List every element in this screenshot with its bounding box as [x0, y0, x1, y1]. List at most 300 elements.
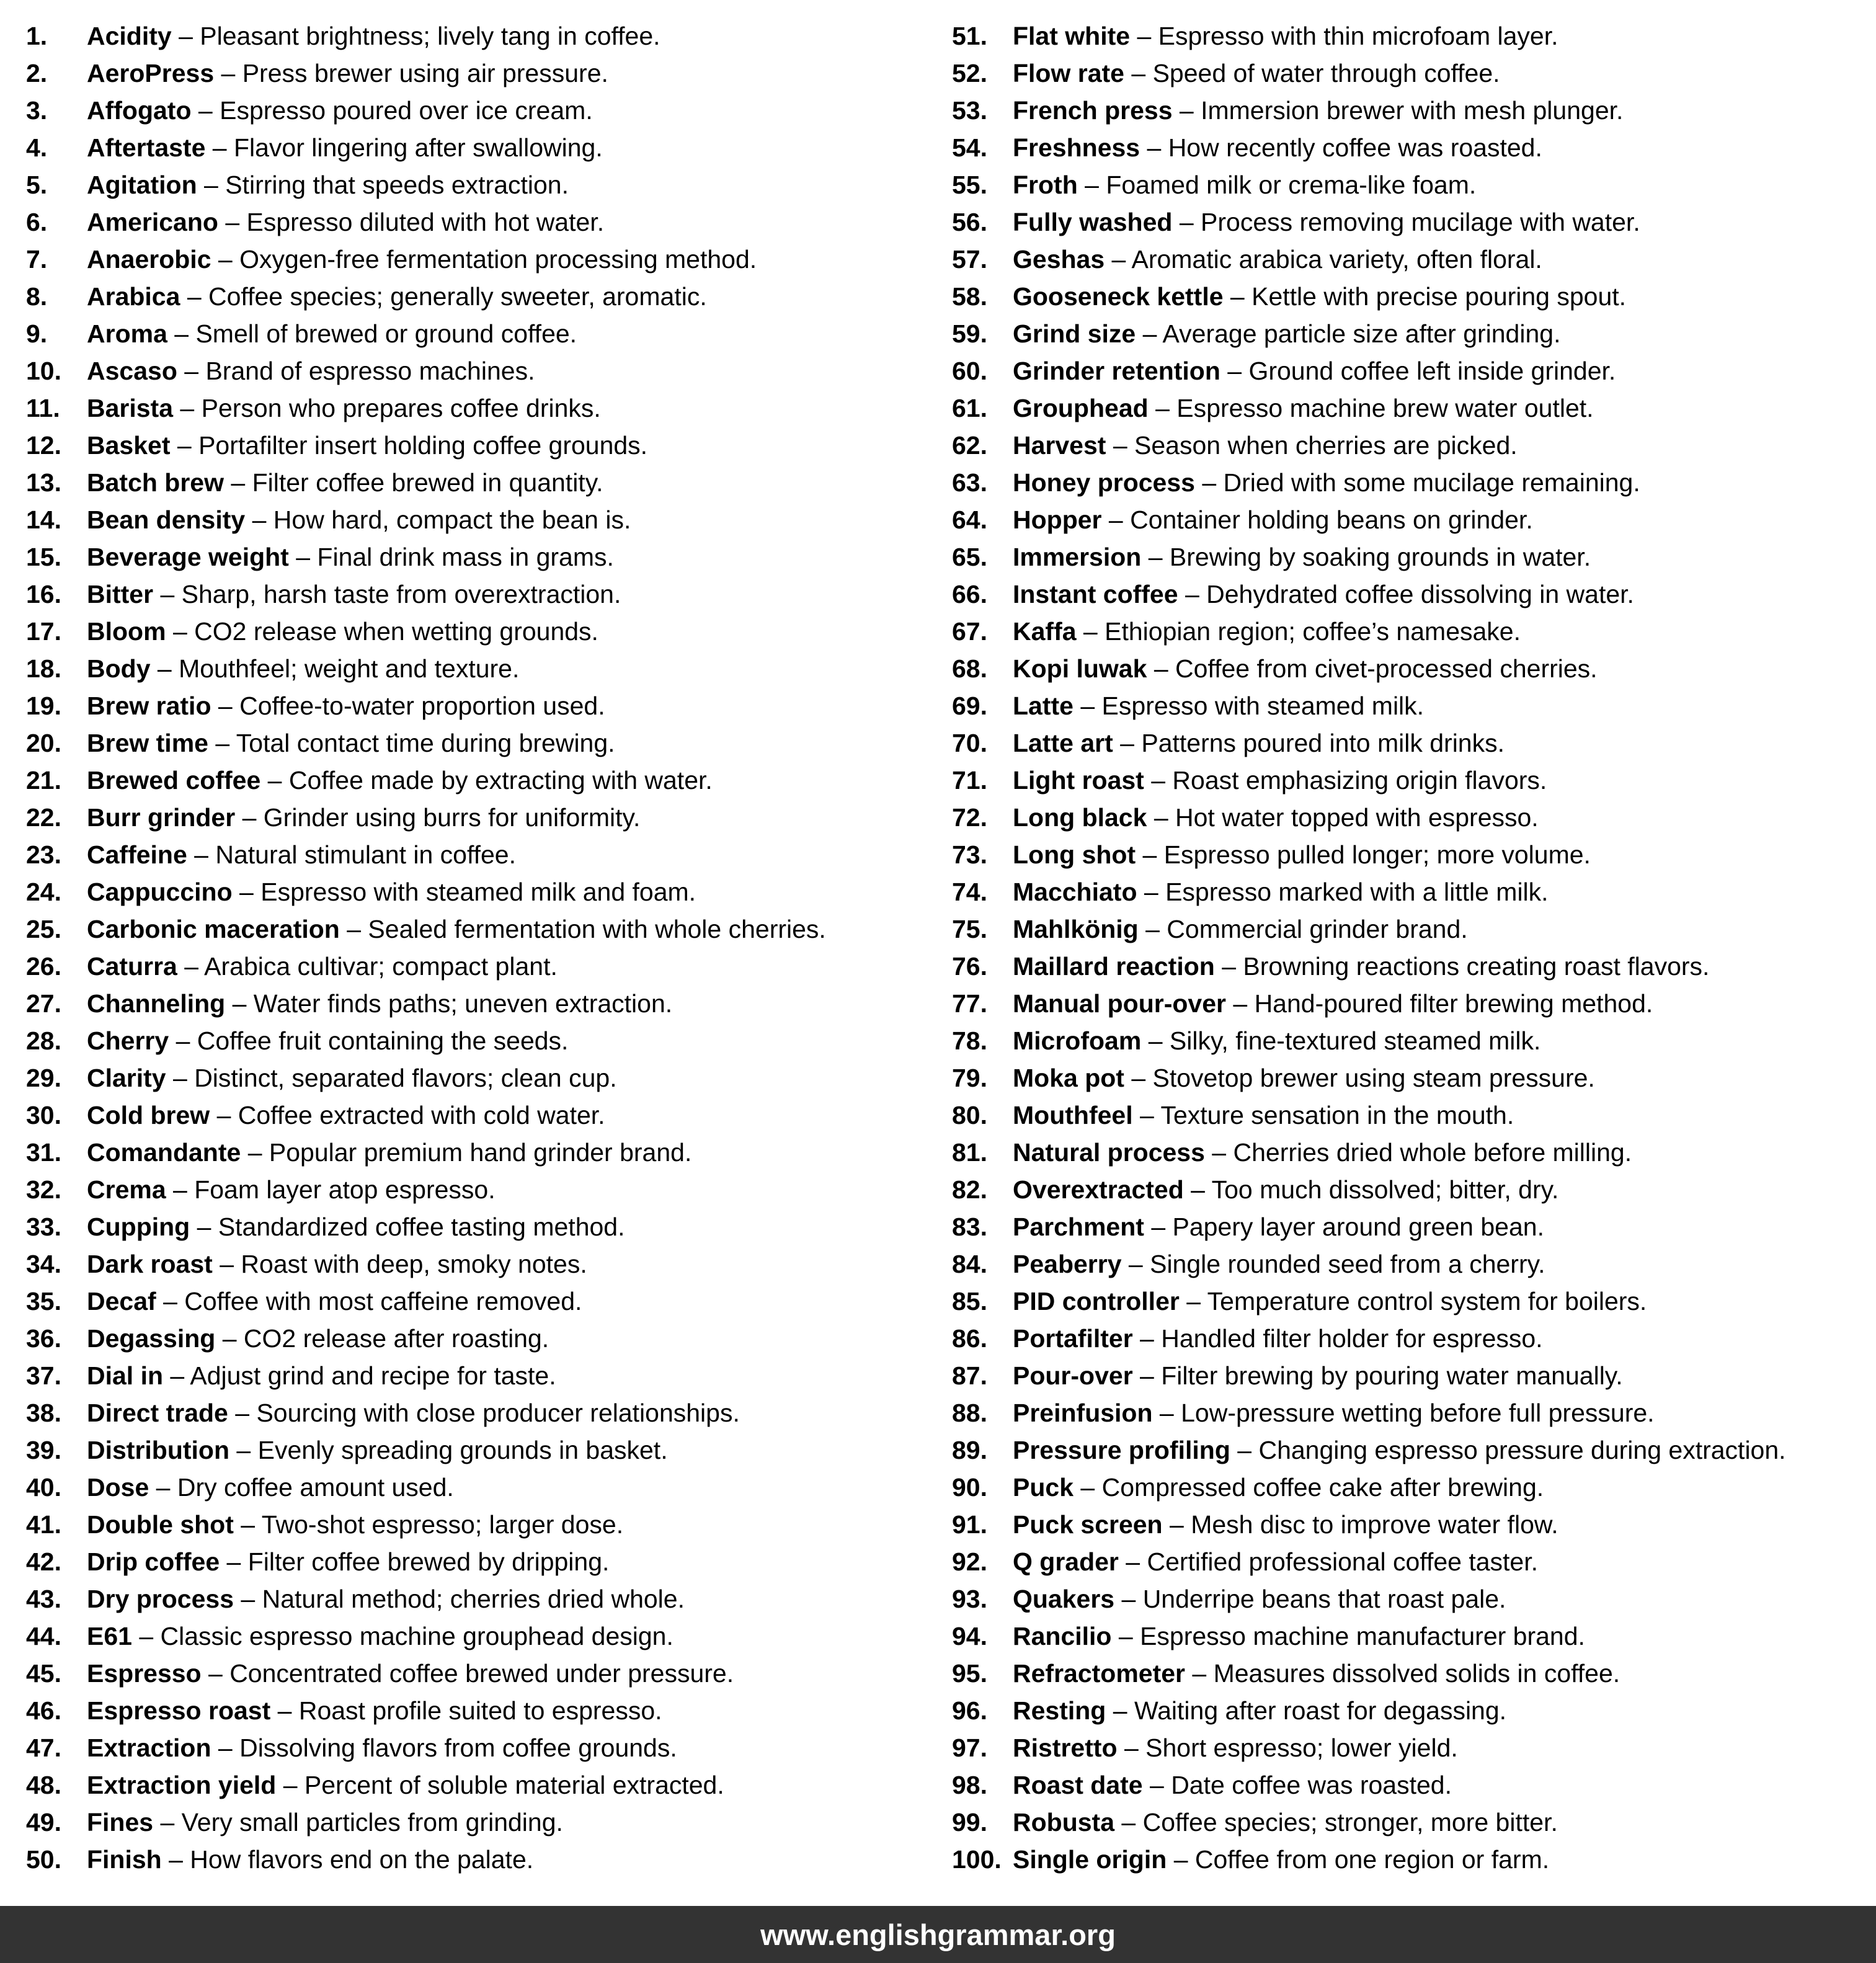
glossary-item [26, 650, 952, 687]
item-number: 39. [26, 1436, 61, 1464]
item-number: 69. [952, 692, 987, 720]
glossary-item [26, 538, 952, 576]
item-term: Ristretto [1013, 1734, 1118, 1762]
item-term: Channeling [87, 989, 226, 1018]
glossary-item [952, 241, 1850, 278]
item-term: Carbonic maceration [87, 915, 340, 943]
glossary-item [26, 1171, 952, 1208]
glossary-item [26, 1431, 952, 1469]
item-definition: – Espresso machine manufacturer brand. [1111, 1622, 1585, 1650]
item-term: Espresso [87, 1659, 202, 1688]
item-text [1013, 1729, 1458, 1766]
item-text [87, 985, 672, 1022]
item-number: 6. [26, 208, 48, 236]
glossary-item [952, 464, 1850, 501]
glossary-item [952, 948, 1850, 985]
item-term: Cupping [87, 1213, 190, 1241]
item-number: 66. [952, 580, 987, 608]
item-number: 38. [26, 1399, 61, 1427]
item-term: Natural process [1013, 1138, 1205, 1167]
item-text [87, 1469, 454, 1506]
glossary-item [952, 1357, 1850, 1394]
item-text [87, 910, 826, 948]
item-text [87, 1394, 740, 1431]
item-term: Immersion [1013, 543, 1142, 571]
item-definition: – Natural method; cherries dried whole. [234, 1585, 685, 1613]
glossary-item [26, 352, 952, 389]
glossary-item [26, 1506, 952, 1543]
item-number: 68. [952, 654, 987, 683]
item-definition: – Foamed milk or crema-like foam. [1077, 171, 1477, 199]
item-term: Overextracted [1013, 1175, 1184, 1204]
item-number: 24. [26, 878, 61, 906]
glossary-item [952, 613, 1850, 650]
item-definition: – Stirring that speeds extraction. [197, 171, 569, 199]
item-definition: – Hot water topped with espresso. [1147, 803, 1539, 832]
item-text [87, 1580, 685, 1618]
item-term: Americano [87, 208, 218, 236]
glossary-item [26, 1543, 952, 1580]
item-number: 57. [952, 245, 987, 274]
item-text [87, 278, 707, 315]
item-definition: – Portafilter insert holding coffee grounds. [170, 431, 648, 460]
item-text [87, 55, 608, 92]
glossary-item [952, 1766, 1850, 1804]
item-term: Distribution [87, 1436, 230, 1464]
item-term: Dial in [87, 1361, 164, 1390]
item-text [1013, 1655, 1620, 1692]
item-number: 21. [26, 766, 61, 795]
item-definition: – Patterns poured into milk drinks. [1113, 729, 1505, 757]
item-text [1013, 724, 1505, 762]
item-text [1013, 1580, 1506, 1618]
item-number: 4. [26, 133, 48, 162]
item-text [87, 1208, 625, 1245]
item-definition: – Cherries dried whole before milling. [1204, 1138, 1632, 1167]
item-text [1013, 129, 1542, 166]
item-definition: – Espresso diluted with hot water. [218, 208, 605, 236]
footer-bar [0, 1906, 1876, 1963]
item-term: Barista [87, 394, 174, 422]
item-text [1013, 985, 1653, 1022]
item-definition: – Classic espresso machine grouphead design. [131, 1622, 673, 1650]
item-term: Clarity [87, 1064, 166, 1092]
item-text [1013, 203, 1640, 241]
item-definition: – Season when cherries are picked. [1106, 431, 1518, 460]
item-definition: – Texture sensation in the mouth. [1132, 1101, 1514, 1129]
item-definition: – Sourcing with close producer relationships. [228, 1399, 740, 1427]
item-term: Quakers [1013, 1585, 1115, 1613]
item-definition: – Espresso marked with a little milk. [1137, 878, 1549, 906]
item-text [1013, 1692, 1506, 1729]
glossary-item [952, 687, 1850, 724]
glossary-item [26, 1580, 952, 1618]
item-definition: – Ethiopian region; coffee’s namesake. [1076, 617, 1521, 646]
item-definition: – Mouthfeel; weight and texture. [150, 654, 520, 683]
item-definition: – Sharp, harsh taste from overextraction. [153, 580, 621, 608]
item-number: 59. [952, 319, 987, 348]
item-number: 1. [26, 22, 48, 50]
glossary-item [952, 1469, 1850, 1506]
item-term: Finish [87, 1845, 162, 1874]
item-number: 47. [26, 1734, 61, 1762]
item-number: 13. [26, 468, 61, 497]
item-number: 48. [26, 1771, 61, 1799]
glossary-item [952, 1655, 1850, 1692]
item-definition: – Smell of brewed or ground coffee. [167, 319, 577, 348]
item-definition: – Pleasant brightness; lively tang in coffee. [171, 22, 660, 50]
item-definition: – Single rounded seed from a cherry. [1121, 1250, 1545, 1278]
item-number: 78. [952, 1026, 987, 1055]
glossary-item [26, 724, 952, 762]
item-term: AeroPress [87, 59, 215, 87]
item-number: 12. [26, 431, 61, 460]
item-term: E61 [87, 1622, 132, 1650]
item-term: Espresso roast [87, 1696, 271, 1725]
item-term: Preinfusion [1013, 1399, 1153, 1427]
item-text [87, 576, 621, 613]
item-number: 60. [952, 357, 987, 385]
item-definition: – Coffee-to-water proportion used. [211, 692, 605, 720]
item-number: 95. [952, 1659, 987, 1688]
glossary-item [952, 836, 1850, 873]
item-definition: – Adjust grind and recipe for taste. [163, 1361, 556, 1390]
item-definition: – Compressed coffee cake after brewing. [1074, 1473, 1544, 1502]
glossary-item [26, 1283, 952, 1320]
glossary-item [952, 1283, 1850, 1320]
item-definition: – CO2 release when wetting grounds. [166, 617, 598, 646]
item-text [1013, 538, 1591, 576]
glossary-item [952, 1804, 1850, 1841]
item-term: Affogato [87, 96, 192, 125]
item-text [1013, 1022, 1540, 1059]
item-definition: – Mesh disc to improve water flow. [1162, 1510, 1558, 1539]
item-number: 11. [26, 394, 60, 422]
item-number: 45. [26, 1659, 61, 1688]
item-term: French press [1013, 96, 1173, 125]
item-text [87, 1283, 582, 1320]
item-term: Kopi luwak [1013, 654, 1147, 683]
item-definition: – Grinder using burrs for uniformity. [235, 803, 641, 832]
item-term: Brew ratio [87, 692, 211, 720]
item-term: Roast date [1013, 1771, 1143, 1799]
item-text [87, 389, 601, 427]
item-definition: – Brewing by soaking grounds in water. [1141, 543, 1591, 571]
item-number: 77. [952, 989, 987, 1018]
item-term: Geshas [1013, 245, 1105, 274]
item-term: Aroma [87, 319, 167, 348]
item-term: Caffeine [87, 840, 187, 869]
item-text [1013, 762, 1547, 799]
item-number: 81. [952, 1138, 987, 1167]
item-definition: – Roast profile suited to espresso. [270, 1696, 662, 1725]
item-number: 8. [26, 282, 48, 311]
glossary-item [952, 1394, 1850, 1431]
item-number: 86. [952, 1324, 987, 1353]
item-number: 52. [952, 59, 987, 87]
glossary-item [26, 1208, 952, 1245]
item-definition: – Dissolving flavors from coffee grounds. [211, 1734, 677, 1762]
item-text [87, 1357, 556, 1394]
item-text [87, 762, 713, 799]
item-text [1013, 55, 1500, 92]
item-number: 70. [952, 729, 987, 757]
glossary-item [26, 1357, 952, 1394]
item-definition: – Measures dissolved solids in coffee. [1185, 1659, 1620, 1688]
item-number: 17. [26, 617, 61, 646]
item-text [87, 129, 603, 166]
item-number: 9. [26, 319, 48, 348]
item-term: Decaf [87, 1287, 156, 1315]
glossary-item [26, 873, 952, 910]
item-definition: – Water finds paths; uneven extraction. [225, 989, 673, 1018]
item-term: Grind size [1013, 319, 1136, 348]
item-text [87, 1543, 609, 1580]
item-number: 53. [952, 96, 987, 125]
glossary-item [952, 315, 1850, 352]
item-number: 97. [952, 1734, 987, 1762]
item-definition: – Aromatic arabica variety, often floral. [1105, 245, 1542, 274]
item-definition: – Waiting after roast for degassing. [1106, 1696, 1507, 1725]
item-term: Long black [1013, 803, 1147, 832]
glossary-column-left [26, 17, 952, 1878]
item-text [1013, 501, 1533, 538]
item-definition: – Certified professional coffee taster. [1118, 1547, 1539, 1576]
item-number: 37. [26, 1361, 61, 1390]
item-term: Bean density [87, 505, 246, 534]
glossary-item [26, 1059, 952, 1097]
glossary-item [26, 203, 952, 241]
item-definition: – Coffee species; generally sweeter, aromatic. [180, 282, 707, 311]
item-definition: – Ground coffee left inside grinder. [1220, 357, 1616, 385]
item-definition: – Low-pressure wetting before full pressure. [1152, 1399, 1655, 1427]
item-term: Harvest [1013, 431, 1106, 460]
item-definition: – How recently coffee was roasted. [1140, 133, 1542, 162]
item-definition: – Espresso with steamed milk and foam. [232, 878, 696, 906]
item-text [87, 315, 577, 352]
glossary-item [952, 1134, 1850, 1171]
item-number: 56. [952, 208, 987, 236]
item-term: Microfoam [1013, 1026, 1142, 1055]
item-term: Aftertaste [87, 133, 206, 162]
item-definition: – Arabica cultivar; compact plant. [177, 952, 558, 981]
item-definition: – Speed of water through coffee. [1124, 59, 1500, 87]
item-text [87, 203, 604, 241]
item-term: Latte [1013, 692, 1074, 720]
item-text [1013, 1097, 1514, 1134]
glossary-item [952, 1097, 1850, 1134]
item-number: 35. [26, 1287, 61, 1315]
glossary-item [952, 1320, 1850, 1357]
glossary-item [952, 1431, 1850, 1469]
item-text [1013, 1841, 1549, 1878]
item-number: 31. [26, 1138, 61, 1167]
glossary-item [26, 1655, 952, 1692]
item-text [87, 1729, 677, 1766]
glossary-item [952, 427, 1850, 464]
item-text [1013, 389, 1594, 427]
item-number: 32. [26, 1175, 61, 1204]
glossary-item [26, 1320, 952, 1357]
item-term: Pressure profiling [1013, 1436, 1230, 1464]
item-text [1013, 315, 1560, 352]
glossary-item [26, 1841, 952, 1878]
item-definition: – Natural stimulant in coffee. [187, 840, 517, 869]
item-number: 91. [952, 1510, 987, 1539]
item-text [1013, 1394, 1655, 1431]
item-number: 75. [952, 915, 987, 943]
item-definition: – Coffee species; stronger, more bitter. [1114, 1808, 1558, 1836]
item-definition: – Evenly spreading grounds in basket. [229, 1436, 668, 1464]
item-number: 50. [26, 1845, 61, 1874]
item-text [87, 1431, 668, 1469]
item-definition: – Foam layer atop espresso. [166, 1175, 496, 1204]
item-definition: – Espresso pulled longer; more volume. [1136, 840, 1591, 869]
item-term: Bitter [87, 580, 154, 608]
item-text [1013, 278, 1626, 315]
item-term: Acidity [87, 22, 172, 50]
glossary-item [952, 1618, 1850, 1655]
item-number: 89. [952, 1436, 987, 1464]
item-definition: – Underripe beans that roast pale. [1114, 1585, 1506, 1613]
item-text [87, 1766, 724, 1804]
item-text [1013, 1804, 1558, 1841]
item-text [87, 427, 647, 464]
item-term: Batch brew [87, 468, 224, 497]
item-term: PID controller [1013, 1287, 1180, 1315]
item-text [1013, 910, 1468, 948]
item-text [1013, 948, 1709, 985]
glossary-item [952, 1580, 1850, 1618]
glossary-item [26, 948, 952, 985]
item-definition: – Coffee from one region or farm. [1167, 1845, 1550, 1874]
glossary-item [952, 1245, 1850, 1283]
item-text [1013, 1469, 1544, 1506]
item-definition: – Kettle with precise pouring spout. [1223, 282, 1627, 311]
item-number: 18. [26, 654, 61, 683]
item-text [87, 1320, 549, 1357]
item-definition: – Espresso with thin microfoam layer. [1130, 22, 1558, 50]
item-definition: – Final drink mass in grams. [288, 543, 614, 571]
item-number: 58. [952, 282, 987, 311]
glossary-item [952, 92, 1850, 129]
item-number: 5. [26, 171, 48, 199]
item-definition: – Concentrated coffee brewed under pressure. [201, 1659, 734, 1688]
item-definition: – Filter brewing by pouring water manually. [1132, 1361, 1623, 1390]
item-term: Rancilio [1013, 1622, 1112, 1650]
item-definition: – Temperature control system for boilers. [1179, 1287, 1647, 1315]
item-number: 80. [952, 1101, 987, 1129]
item-text [87, 92, 593, 129]
item-text [1013, 1059, 1595, 1097]
glossary-item [26, 92, 952, 129]
glossary-item [952, 1022, 1850, 1059]
item-number: 40. [26, 1473, 61, 1502]
item-text [87, 1804, 563, 1841]
item-text [87, 1841, 533, 1878]
item-text [87, 724, 615, 762]
item-number: 79. [952, 1064, 987, 1092]
item-term: Dark roast [87, 1250, 213, 1278]
glossary-item [952, 799, 1850, 836]
item-text [87, 1655, 734, 1692]
item-number: 36. [26, 1324, 61, 1353]
item-number: 29. [26, 1064, 61, 1092]
item-term: Dry process [87, 1585, 234, 1613]
item-number: 85. [952, 1287, 987, 1315]
item-number: 42. [26, 1547, 61, 1576]
item-definition: – Two-shot espresso; larger dose. [233, 1510, 624, 1539]
item-term: Anaerobic [87, 245, 211, 274]
item-number: 3. [26, 96, 48, 125]
item-number: 84. [952, 1250, 987, 1278]
glossary-item [26, 1692, 952, 1729]
item-text [1013, 427, 1518, 464]
item-number: 22. [26, 803, 61, 832]
item-text [1013, 1208, 1544, 1245]
item-number: 41. [26, 1510, 61, 1539]
item-number: 15. [26, 543, 61, 571]
item-definition: – Average particle size after grinding. [1136, 319, 1561, 348]
item-number: 33. [26, 1213, 61, 1241]
item-number: 76. [952, 952, 987, 981]
glossary-item [952, 1692, 1850, 1729]
item-text [87, 687, 605, 724]
item-definition: – CO2 release after roasting. [215, 1324, 549, 1353]
item-number: 28. [26, 1026, 61, 1055]
item-number: 96. [952, 1696, 987, 1725]
item-definition: – Dry coffee amount used. [149, 1473, 454, 1502]
item-number: 26. [26, 952, 61, 981]
item-text [87, 1245, 587, 1283]
item-text [87, 501, 631, 538]
item-definition: – Too much dissolved; bitter, dry. [1183, 1175, 1559, 1204]
glossary-item [26, 315, 952, 352]
glossary-item [26, 910, 952, 948]
item-text [1013, 836, 1591, 873]
item-term: Brewed coffee [87, 766, 261, 795]
item-text [1013, 166, 1476, 203]
glossary-item [26, 241, 952, 278]
item-term: Double shot [87, 1510, 234, 1539]
item-text [1013, 17, 1558, 55]
glossary-item [26, 799, 952, 836]
glossary-item [952, 910, 1850, 948]
item-definition: – How hard, compact the bean is. [245, 505, 631, 534]
item-number: 61. [952, 394, 987, 422]
glossary-item [26, 836, 952, 873]
item-number: 54. [952, 133, 987, 162]
item-definition: – Coffee made by extracting with water. [260, 766, 713, 795]
item-number: 10. [26, 357, 61, 385]
item-definition: – Process removing mucilage with water. [1172, 208, 1640, 236]
glossary-item [26, 464, 952, 501]
item-number: 88. [952, 1399, 987, 1427]
glossary-item [26, 17, 952, 55]
glossary-item [26, 1394, 952, 1431]
item-definition: – Coffee fruit containing the seeds. [169, 1026, 569, 1055]
glossary-list [26, 17, 1850, 1878]
item-text [1013, 873, 1549, 910]
item-text [87, 241, 757, 278]
item-definition: – Immersion brewer with mesh plunger. [1172, 96, 1624, 125]
item-term: Macchiato [1013, 878, 1137, 906]
item-definition: – Espresso machine brew water outlet. [1148, 394, 1594, 422]
item-term: Agitation [87, 171, 197, 199]
item-definition: – Date coffee was roasted. [1142, 1771, 1452, 1799]
item-term: Manual pour-over [1013, 989, 1226, 1018]
item-definition: – Hand-poured filter brewing method. [1225, 989, 1653, 1018]
